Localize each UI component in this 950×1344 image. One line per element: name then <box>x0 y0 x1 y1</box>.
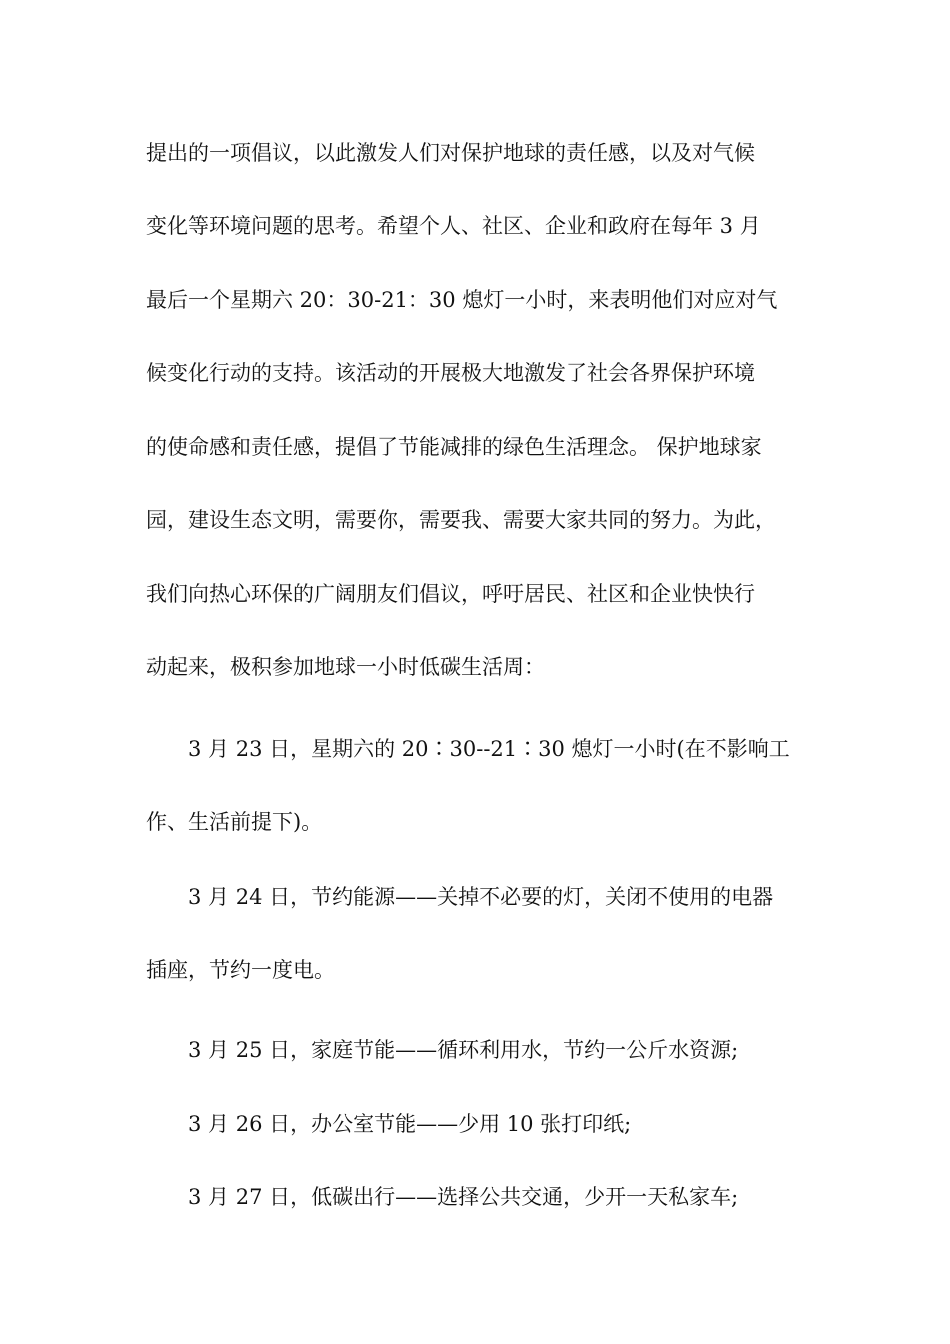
text-line: 候变化行动的支持。该活动的开展极大地激发了社会各界保护环境 <box>146 361 755 385</box>
schedule-item-line: 3 月 27 日，低碳出行——选择公共交通，少开一天私家车; <box>188 1185 739 1209</box>
text-line: 动起来，极积参加地球一小时低碳生活周： <box>146 655 545 679</box>
text-line: 我们向热心环保的广阔朋友们倡议，呼吁居民、社区和企业快快行 <box>146 582 755 606</box>
schedule-item-line: 3 月 25 日，家庭节能——循环利用水，节约一公斤水资源; <box>188 1038 739 1062</box>
schedule-item-line: 3 月 24 日，节约能源——关掉不必要的灯，关闭不使用的电器 <box>188 885 774 909</box>
text-line: 插座，节约一度电。 <box>146 958 335 982</box>
text-line: 园，建设生态文明，需要你，需要我、需要大家共同的努力。为此， <box>146 508 776 532</box>
text-line: 变化等环境问题的思考。希望个人、社区、企业和政府在每年 3 月 <box>146 214 761 238</box>
text-line: 提出的一项倡议，以此激发人们对保护地球的责任感，以及对气候 <box>146 141 755 165</box>
text-line: 最后一个星期六 20：30-21：30 熄灯一小时，来表明他们对应对气 <box>146 288 778 312</box>
schedule-item-line: 3 月 26 日，办公室节能——少用 10 张打印纸; <box>188 1112 632 1136</box>
text-line: 的使命感和责任感，提倡了节能减排的绿色生活理念。 保护地球家 <box>146 435 762 459</box>
schedule-item-line: 3 月 23 日，星期六的 20∶30--21∶30 熄灯一小时(在不影响工 <box>188 737 790 761</box>
text-line: 作、生活前提下)。 <box>146 810 323 834</box>
